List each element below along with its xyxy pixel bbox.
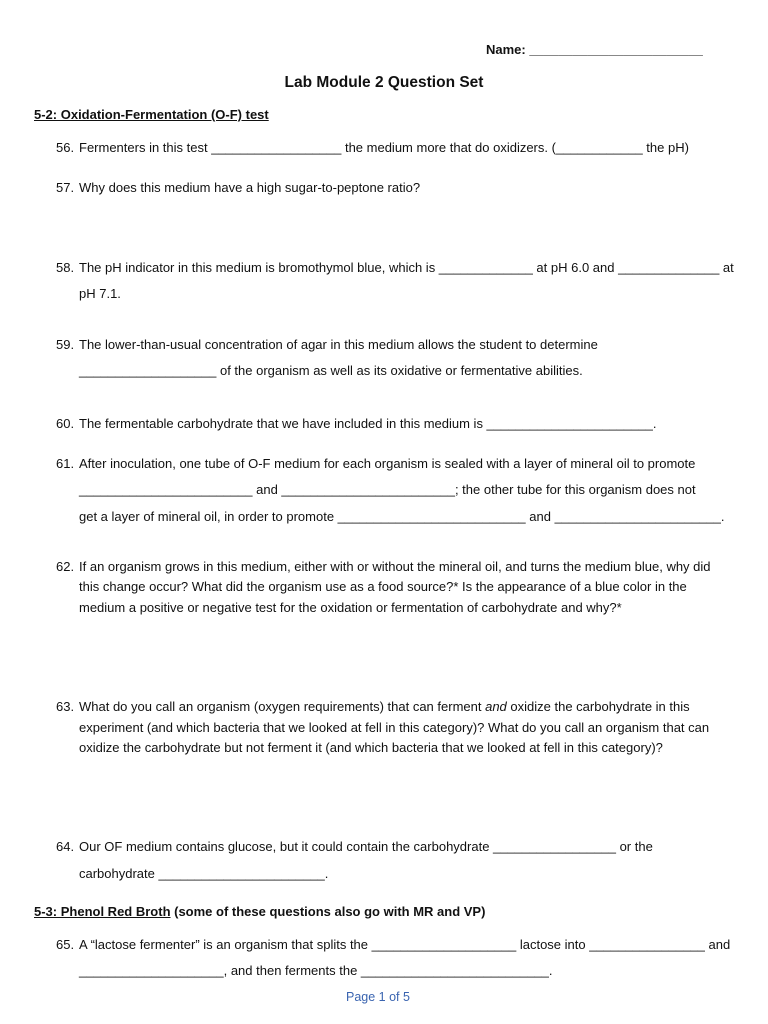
question-63-emphasis: and xyxy=(485,699,507,714)
question-63: 63. xyxy=(56,699,75,714)
question-64: 64. xyxy=(56,839,75,854)
name-field-label: Name: ________________________ xyxy=(486,42,703,57)
question-65-line: A “lactose fermenter” is an organism that splits the ____________________ lactose into ________________ and xyxy=(79,937,731,952)
question-61-line: get a layer of mineral oil, in order to promote __________________________ and _______________________. xyxy=(79,509,725,524)
question-62-line: this change occur? What did the organism use as a food source?* Is the appearance of a blue color in the xyxy=(79,579,687,594)
question-56-line: Fermenters in this test __________________ the medium more that do oxidizers. (____________ the pH) xyxy=(79,140,689,155)
question-number: 56. xyxy=(56,140,75,155)
question-59: 59. xyxy=(56,337,75,352)
question-59-line: ___________________ of the organism as well as its oxidative or fermentative abilities. xyxy=(79,363,583,378)
question-61-line: After inoculation, one tube of O-F medium for each organism is sealed with a layer of mineral oil to promote xyxy=(79,456,696,471)
question-63-line xyxy=(79,699,690,715)
question-58: 58. xyxy=(56,260,75,275)
question-64-line: carbohydrate _______________________. xyxy=(79,866,329,881)
question-59-line: The lower-than-usual concentration of agar in this medium allows the student to determine xyxy=(79,337,598,352)
question-63-line: oxidize the carbohydrate but not ferment it (and which bacteria that we looked at fell in this category)? xyxy=(79,740,663,755)
question-61: 61. xyxy=(56,456,75,471)
page-number: Page 1 of 5 xyxy=(346,990,410,1004)
question-60: 60. xyxy=(56,416,75,431)
question-60-line: The fermentable carbohydrate that we have included in this medium is _______________________. xyxy=(79,416,657,431)
page-title: Lab Module 2 Question Set xyxy=(284,74,484,91)
question-62: 62. xyxy=(56,559,75,574)
question-62-line: If an organism grows in this medium, either with or without the mineral oil, and turns the medium blue, why did xyxy=(79,559,711,574)
section-heading-5-3-text: 5-3: Phenol Red Broth xyxy=(34,904,171,919)
question-58-line: The pH indicator in this medium is bromothymol blue, which is _____________ at pH 6.0 and ______________ at xyxy=(79,260,734,275)
section-heading-5-3 xyxy=(34,904,485,919)
question-61-line: ________________________ and ________________________; the other tube for this organism does not xyxy=(79,482,696,497)
question-63-line: experiment (and which bacteria that we looked at fell in this category)? What do you call an organism that can xyxy=(79,720,710,735)
section-heading-5-2-text: 5-2: Oxidation-Fermentation (O-F) test xyxy=(34,107,269,122)
question-62-line: medium a positive or negative test for the oxidation or fermentation of carbohydrate and why?* xyxy=(79,600,622,615)
question-58-line: pH 7.1. xyxy=(79,286,121,301)
question-65-line: ____________________, and then ferments the __________________________. xyxy=(79,963,553,978)
question-57-line: Why does this medium have a high sugar-to-peptone ratio? xyxy=(79,180,421,195)
question-63-text: What do you call an organism (oxygen requirements) that can ferment xyxy=(79,699,486,714)
section-heading-5-3-note: (some of these questions also go with MR and VP) xyxy=(170,904,486,919)
question-57: 57. xyxy=(56,180,75,195)
question-64-line: Our OF medium contains glucose, but it could contain the carbohydrate _________________ or the xyxy=(79,839,653,854)
question-65: 65. xyxy=(56,937,75,952)
question-56 xyxy=(56,140,74,156)
question-63-text: oxidize the carbohydrate in this xyxy=(506,699,690,714)
section-heading-5-2 xyxy=(34,107,269,122)
